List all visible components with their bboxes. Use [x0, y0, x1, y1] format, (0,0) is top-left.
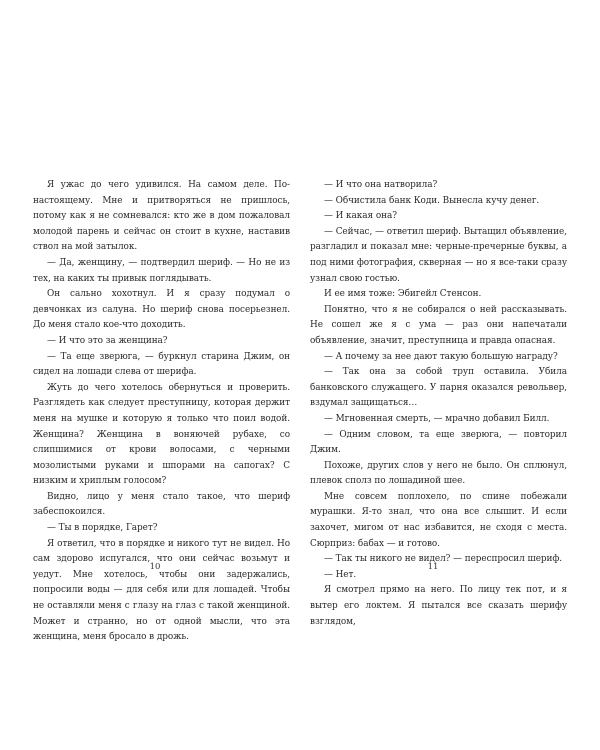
- paragraph: — Нет.: [324, 569, 357, 580]
- paragraph: И ее имя тоже: Эбигейл Стенсон.: [324, 289, 482, 300]
- paragraph: — Сейчас, — ответил шериф. Вытащил объявление, разгладил и показал мне: черные-пречерные буквы, а под ними фотография, скверная — но я все-таки сразу узнал свою гостью.: [310, 226, 567, 284]
- paragraph: — Обчистила банк Коди. Вынесла кучу денег.: [324, 195, 540, 206]
- paragraph: Видно, лицо у меня стало такое, что шериф забеспокоился.: [33, 491, 290, 518]
- paragraph: — И что она натворила?: [324, 180, 438, 190]
- paragraph: — И что это за женщина?: [47, 335, 168, 346]
- paragraph: Похоже, других слов у него не было. Он сплюнул, плевок сполз по лошадиной шее.: [310, 460, 567, 487]
- paragraph: Я ответил, что в порядке и никого тут не видел. Но сам здорово испугался, что они сейчас возьмут и уедут. Мне хотелось, чтобы они задержались, попросили воды — для себя или для лошадей. Чтобы не оставляли меня с глазу на глаз с такой женщиной. Может и странно, но от одной мысли, что эта женщина, меня бросало в дрожь.: [33, 538, 290, 643]
- paragraph: — Так ты никого не видел? — переспросил шериф.: [324, 554, 563, 565]
- paragraph: — Так она за собой труп оставила. Убила банковского служащего. У парня оказался револьвер, вздумал защищаться…: [310, 367, 567, 409]
- paragraph: Жуть до чего хотелось обернуться и проверить. Разглядеть как следует преступницу, которая держит меня на мушке и которую я только что поил водой. Женщина? Женщина в воняючей рубахе, со слипшимися от крови волосами, с черными мозолистыми руками и шпорами на сапогах? С низким и хриплым голосом?: [33, 382, 290, 487]
- paragraph: Понятно, что я не собирался о ней рассказывать. Не сошел же я с ума — раз они напечатали объявление, значит, преступница и правда опасная.: [310, 304, 567, 346]
- page-number-left: 10: [149, 562, 161, 572]
- paragraph: Он сально хохотнул. И я сразу подумал о девчонках из салуна. Но шериф снова посерьезнел. До меня стало кое-что доходить.: [33, 289, 290, 331]
- paragraph: — Мгновенная смерть, — мрачно добавил Билл.: [324, 413, 550, 424]
- paragraph: — А почему за нее дают такую большую награду?: [324, 351, 558, 362]
- paragraph: Я смотрел прямо на него. По лицу тек пот, и я вытер его локтем. Я пытался все сказать шерифу взглядом,: [310, 585, 567, 627]
- paragraph: — Одним словом, та еще зверюга, — повторил Джим.: [310, 429, 567, 456]
- page-number-right: 11: [427, 562, 439, 572]
- left-page: [33, 178, 290, 646]
- paragraph: — Ты в порядке, Гарет?: [47, 523, 158, 534]
- paragraph: — И какая она?: [324, 211, 397, 222]
- paragraph: Я ужас до чего удивился. На самом деле. По-настоящему. Мне и притворяться не пришлось, потому как я не сомневался: кто же в дом пожаловал молодой парень и сейчас он стоит в кухне, наставив ствол на мой затылок.: [33, 180, 290, 253]
- paragraph: Мне совсем поплохело, по спине побежали мурашки. Я-то знал, что она все слышит. И если захочет, мигом от нас избавится, не сходя с места. Сюрприз: бабах — и готово.: [310, 491, 567, 549]
- paragraph: — Да, женщину, — подтвердил шериф. — Но не из тех, на каких ты привык поглядывать.: [33, 257, 290, 284]
- paragraph: — Та еще зверюга, — буркнул старина Джим, он сидел на лошади слева от шерифа.: [33, 351, 290, 378]
